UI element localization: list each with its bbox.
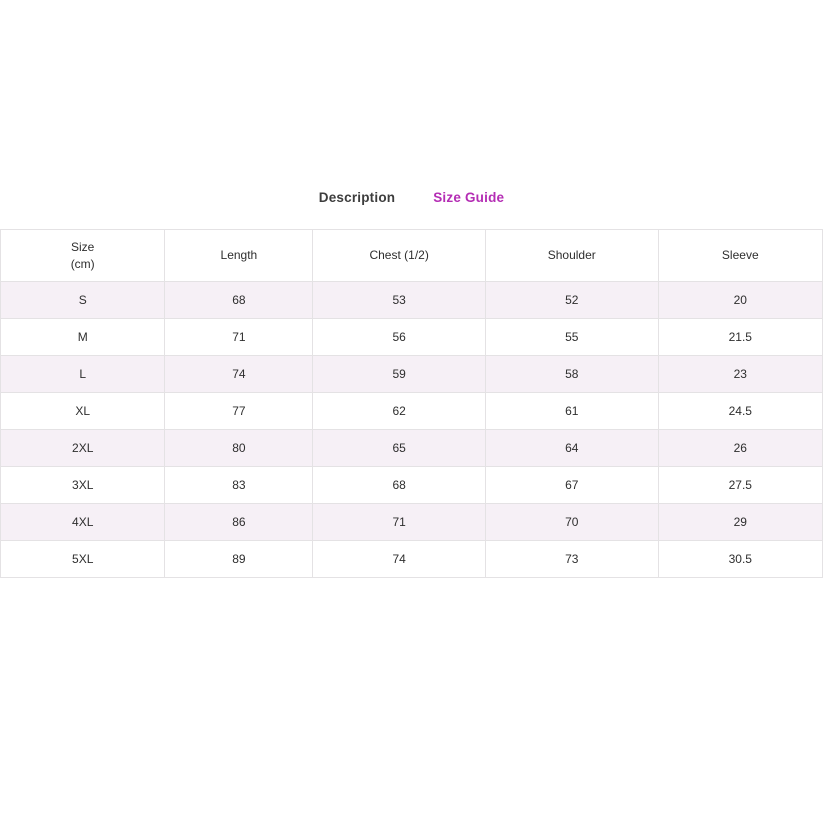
cell-size: 2XL [1,430,165,467]
cell-shoulder: 55 [485,319,658,356]
cell-length: 71 [165,319,313,356]
cell-shoulder: 70 [485,504,658,541]
cell-shoulder: 67 [485,467,658,504]
cell-size: S [1,282,165,319]
cell-size: L [1,356,165,393]
cell-chest: 68 [313,467,486,504]
cell-shoulder: 52 [485,282,658,319]
tab-size-guide[interactable]: Size Guide [433,190,505,205]
cell-chest: 65 [313,430,486,467]
cell-sleeve: 24.5 [658,393,822,430]
cell-sleeve: 20 [658,282,822,319]
cell-size: XL [1,393,165,430]
cell-sleeve: 30.5 [658,541,822,578]
table-row-m [1,319,823,356]
column-header-size [1,230,165,282]
table-row-4xl [1,504,823,541]
table-row-s [1,282,823,319]
cell-chest: 56 [313,319,486,356]
cell-length: 80 [165,430,313,467]
column-header-size-line1: Size [71,239,95,254]
column-header-sleeve: Sleeve [658,230,822,282]
cell-size: M [1,319,165,356]
table-row-xl [1,393,823,430]
cell-length: 89 [165,541,313,578]
cell-sleeve: 21.5 [658,319,822,356]
table-row-2xl [1,430,823,467]
cell-shoulder: 58 [485,356,658,393]
tab-bar [0,190,823,206]
cell-length: 83 [165,467,313,504]
cell-chest: 71 [313,504,486,541]
cell-length: 68 [165,282,313,319]
cell-size: 3XL [1,467,165,504]
cell-size: 5XL [1,541,165,578]
cell-sleeve: 29 [658,504,822,541]
table-row-l [1,356,823,393]
column-header-shoulder: Shoulder [485,230,658,282]
table-row-3xl [1,467,823,504]
cell-chest: 59 [313,356,486,393]
tab-description[interactable]: Description [318,190,396,205]
cell-chest: 74 [313,541,486,578]
cell-shoulder: 73 [485,541,658,578]
cell-length: 86 [165,504,313,541]
cell-sleeve: 23 [658,356,822,393]
cell-chest: 53 [313,282,486,319]
cell-chest: 62 [313,393,486,430]
column-header-size-line2: (cm) [70,256,95,271]
column-header-chest: Chest (1/2) [313,230,486,282]
cell-sleeve: 26 [658,430,822,467]
cell-shoulder: 64 [485,430,658,467]
size-guide-table [0,229,823,578]
cell-length: 74 [165,356,313,393]
column-header-length: Length [165,230,313,282]
cell-length: 77 [165,393,313,430]
table-header-row [1,230,823,282]
cell-shoulder: 61 [485,393,658,430]
cell-size: 4XL [1,504,165,541]
table-row-5xl [1,541,823,578]
cell-sleeve: 27.5 [658,467,822,504]
